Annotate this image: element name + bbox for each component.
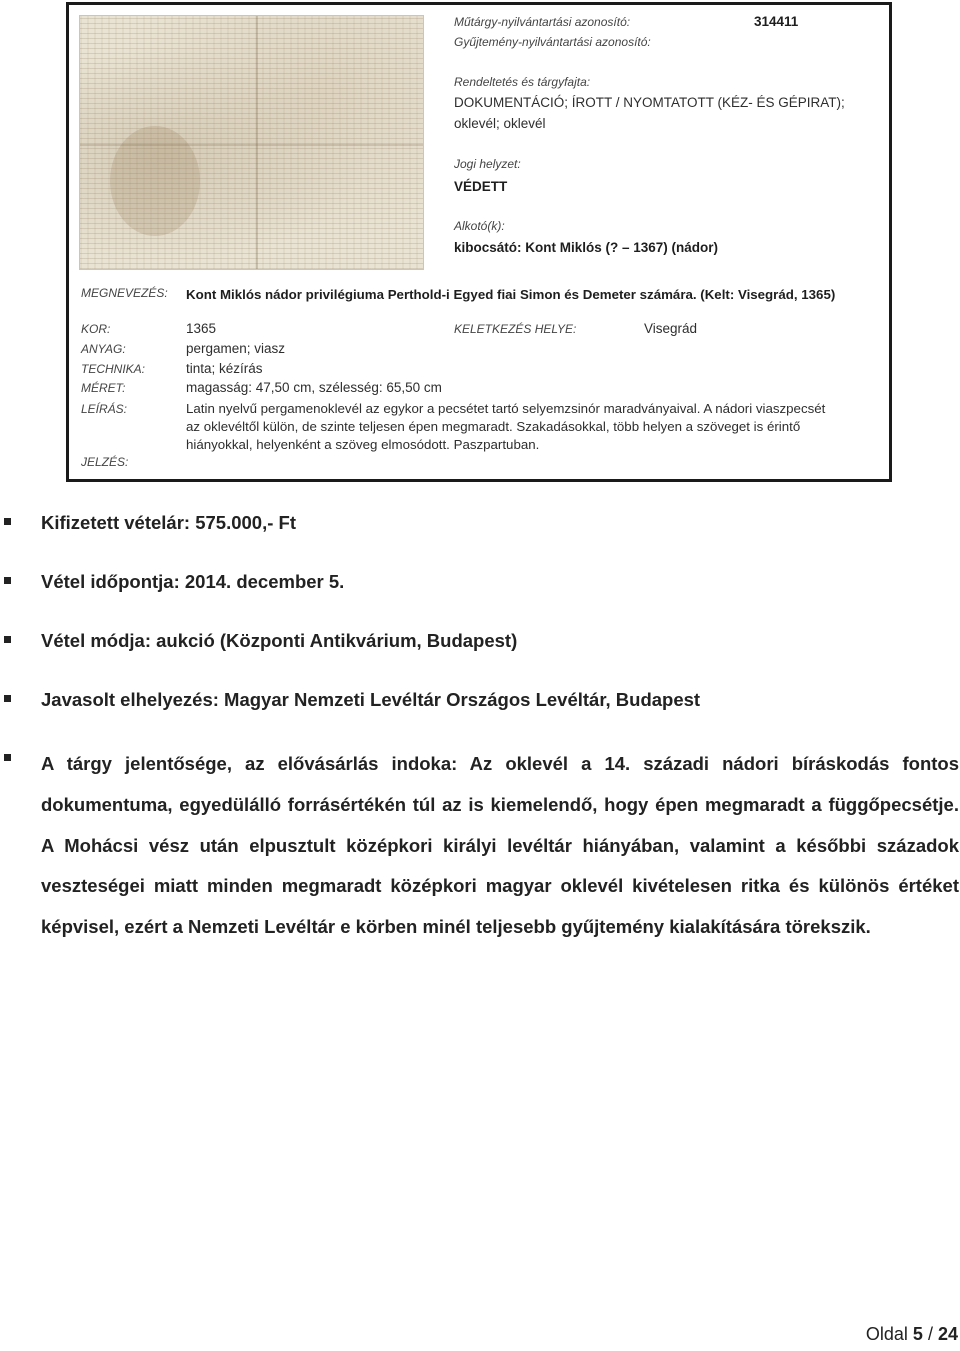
name-label: MEGNEVEZÉS: (81, 286, 168, 300)
collection-label: Gyűjtemény-nyilvántartási azonosító: (454, 35, 651, 49)
bullet-square-icon (4, 754, 11, 761)
description-line-1: Latin nyelvű pergamenoklevél az egykor a pecsétet tartó selyemzsinór maradványaival. A nádori viaszpecsét (186, 401, 826, 416)
purpose-value-2: oklevél; oklevél (454, 116, 546, 131)
id-label: Műtárgy-nyilvántartási azonosító: (454, 15, 631, 29)
id-value: 314411 (754, 14, 799, 29)
legal-label: Jogi helyzet: (454, 157, 521, 171)
description-line-2: az oklevéltől külön, de szinte teljesen épen megmaradt. Szakadásokkal, több helyen a szöveget is érintő (186, 419, 801, 434)
technique-label: TECHNIKA: (81, 362, 146, 376)
size-value: magasság: 47,50 cm, szélesség: 65,50 cm (186, 380, 442, 395)
list-item-text: Kifizetett vételár: 575.000,- Ft (41, 512, 296, 533)
name-value: Kont Miklós nádor privilégiuma Perthold-i Egyed fiai Simon és Demeter számára. (Kelt: Visegrád, 1365) (186, 287, 836, 302)
footer-page-number: 5 (912, 1324, 923, 1344)
technique-value: tinta; kézírás (186, 361, 263, 376)
purpose-label: Rendeltetés és tárgyfajta: (454, 75, 591, 89)
parchment-fold-horizontal (80, 144, 423, 146)
material-value: pergamen; viasz (186, 341, 286, 356)
page-footer (866, 1324, 958, 1345)
record-card (66, 2, 892, 482)
list-item-text: Vétel időpontja: 2014. december 5. (41, 571, 345, 592)
place-value: Visegrád (644, 321, 698, 336)
description-label: LEÍRÁS: (81, 402, 128, 416)
material-label: ANYAG: (81, 342, 126, 356)
place-label: KELETKEZÉS HELYE: (454, 322, 577, 336)
footer-prefix: Oldal (865, 1324, 908, 1344)
parchment-fold-vertical (256, 16, 258, 269)
bullet-square-icon (4, 577, 11, 584)
footer-page-total: 24 (937, 1324, 958, 1344)
creator-value: kibocsátó: Kont Miklós (? – 1367) (nádor) (454, 240, 719, 255)
legal-value: VÉDETT (454, 179, 508, 194)
creator-label: Alkotó(k): (454, 219, 505, 233)
list-item-text: Vétel módja: aukció (Központi Antikvárium, Budapest) (41, 630, 518, 651)
size-label: MÉRET: (81, 381, 126, 395)
significance-paragraph: A tárgy jelentősége, az elővásárlás indoka: Az oklevél a 14. századi nádori bíráskodás fontos dokumentuma, egyedülálló forrásértékén túl az is kiemelendő, hogy épen megmaradt a függőpecsétje. A Mohácsi vész után elpusztult középkori királyi levéltár hiányában, valamint a későbbi századok veszteségei miatt minden megmaradt középkori magyar oklevél kivételesen ritka és különös értéket képvisel, ezért a Nemzeti Levéltár e körben minél teljesebb gyűjtemény kialakítására törekszik. (41, 753, 959, 938)
list-item-text: Javasolt elhelyezés: Magyar Nemzeti Levéltár Országos Levéltár, Budapest (41, 689, 701, 710)
description-line-3: hiányokkal, helyenként a szöveg elmosódott. Paszpartuban. (186, 437, 540, 452)
mark-label: JELZÉS: (81, 455, 129, 469)
age-label: KOR: (81, 322, 111, 336)
age-value: 1365 (186, 321, 217, 336)
bullet-square-icon (4, 518, 11, 525)
bullet-square-icon (4, 636, 11, 643)
parchment-photo (79, 15, 424, 270)
footer-separator: / (927, 1324, 933, 1344)
bullet-square-icon (4, 695, 11, 702)
parchment-stain (110, 126, 200, 236)
purpose-value-1: DOKUMENTÁCIÓ; ÍROTT / NYOMTATOTT (KÉZ- ÉS GÉPIRAT); (454, 95, 845, 110)
